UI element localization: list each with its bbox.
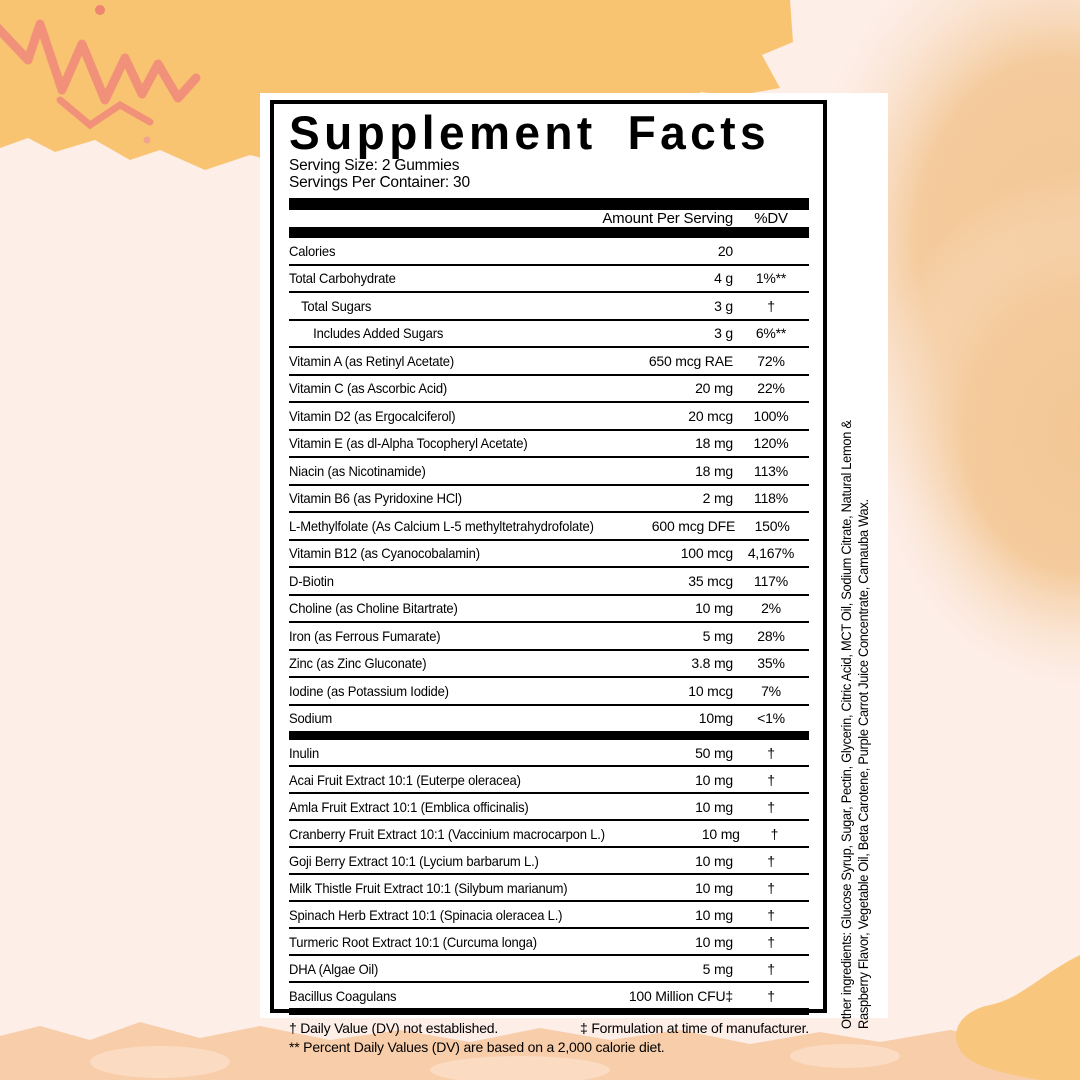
row-amount: 10 mg	[695, 600, 733, 617]
row-dv: †	[767, 933, 775, 950]
band-light-patch	[90, 1046, 230, 1078]
servings-per-container: Servings Per Container: 30	[289, 174, 470, 191]
row-name: L-Methylfolate (As Calcium L-5 methyltetrahydrofolate)	[289, 517, 594, 534]
row-name: D-Biotin	[289, 572, 334, 589]
row-name: Includes Added Sugars	[313, 325, 444, 342]
row-amount: 18 mg	[695, 435, 733, 452]
row-name: Iodine (as Potassium Iodide)	[289, 682, 449, 699]
row-name: DHA (Algae Oil)	[289, 960, 379, 977]
amount-per-serving-header: Amount Per Serving	[602, 210, 733, 227]
table-row	[289, 266, 809, 294]
row-name: Vitamin E (as dl-Alpha Tocopheryl Acetate)	[289, 435, 528, 452]
column-header-row	[289, 210, 809, 227]
table-row	[289, 431, 809, 459]
row-name: Vitamin D2 (as Ergocalciferol)	[289, 407, 456, 424]
row-dv: †	[767, 879, 775, 896]
table-row	[289, 623, 809, 651]
row-name: Calories	[289, 242, 336, 259]
table-row	[289, 403, 809, 431]
row-dv: 1%**	[755, 270, 787, 287]
row-name: Niacin (as Nicotinamide)	[289, 462, 426, 479]
row-amount: 10 mcg	[688, 682, 733, 699]
table-row	[289, 983, 809, 1008]
row-amount: 20 mcg	[688, 407, 733, 424]
nutrient-rows	[289, 238, 809, 731]
row-name: Milk Thistle Fruit Extract 10:1 (Silybum marianum)	[289, 879, 568, 896]
coral-dot	[95, 5, 105, 15]
row-dv: 7%	[761, 682, 781, 699]
row-amount: 4 g	[714, 270, 733, 287]
row-amount: 600 mcg DFE	[651, 517, 736, 534]
gold-splotch-bottom-right	[956, 955, 1080, 1080]
row-dv: †	[767, 744, 775, 761]
row-dv: 118%	[754, 490, 788, 507]
table-row	[289, 956, 809, 983]
table-row	[289, 293, 809, 321]
row-name: Bacillus Coagulans	[289, 987, 397, 1004]
row-dv: 35%	[757, 655, 785, 672]
table-row	[289, 376, 809, 404]
table-row	[289, 821, 809, 848]
row-name: Vitamin B6 (as Pyridoxine HCl)	[289, 490, 462, 507]
row-dv: †	[767, 906, 775, 923]
row-dv: †	[767, 297, 775, 314]
row-dv: †	[767, 987, 775, 1004]
table-row	[289, 651, 809, 679]
row-amount: 100 mcg	[680, 545, 733, 562]
supplement-facts-panel	[270, 100, 827, 1055]
row-name: Acai Fruit Extract 10:1 (Euterpe oleracea)	[289, 771, 521, 788]
row-amount: 3 g	[714, 325, 733, 342]
row-dv: 150%	[754, 517, 790, 534]
botanical-rows	[289, 740, 809, 1008]
row-dv: 22%	[757, 380, 785, 397]
row-name: Turmeric Root Extract 10:1 (Curcuma longa)	[289, 933, 537, 950]
table-row	[289, 568, 809, 596]
percent-dv-header: %DV	[754, 210, 788, 227]
table-row	[289, 767, 809, 794]
table-row	[289, 706, 809, 732]
table-row	[289, 541, 809, 569]
table-row	[289, 513, 809, 541]
row-dv: †	[767, 852, 775, 869]
row-name: Goji Berry Extract 10:1 (Lycium barbarum L.)	[289, 852, 539, 869]
row-dv: †	[767, 771, 775, 788]
coral-dot-2	[144, 137, 151, 144]
table-row	[289, 875, 809, 902]
row-name: Sodium	[289, 710, 333, 727]
row-name: Vitamin A (as Retinyl Acetate)	[289, 352, 454, 369]
row-dv: 120%	[753, 435, 789, 452]
row-amount: 10 mg	[695, 798, 733, 815]
row-amount: 10 mg	[695, 879, 733, 896]
row-amount: 650 mcg RAE	[648, 352, 733, 369]
row-dv: 6%**	[755, 325, 787, 342]
row-name: Iron (as Ferrous Fumarate)	[289, 627, 441, 644]
row-name: Cranberry Fruit Extract 10:1 (Vaccinium macrocarpon L.)	[289, 825, 605, 842]
row-name: Amla Fruit Extract 10:1 (Emblica officinalis)	[289, 798, 529, 815]
row-name: Total Sugars	[301, 297, 372, 314]
row-amount: 10 mg	[695, 906, 733, 923]
row-amount: 50 mg	[695, 744, 733, 761]
row-dv: †	[770, 825, 779, 842]
table-row	[289, 902, 809, 929]
table-row	[289, 740, 809, 767]
other-ingredients-vertical-text	[839, 347, 883, 1029]
table-row	[289, 348, 809, 376]
serving-size: Serving Size: 2 Gummies	[289, 157, 460, 174]
row-dv: †	[767, 798, 775, 815]
footnote-percent-dv: ** Percent Daily Values (DV) are based on a 2,000 calorie diet.	[289, 1039, 665, 1055]
divider-bar-mid	[289, 731, 809, 740]
row-amount: 10mg	[698, 710, 733, 727]
table-row	[289, 596, 809, 624]
row-name: Choline (as Choline Bitartrate)	[289, 600, 458, 617]
footnote-dv-not-established: † Daily Value (DV) not established.	[289, 1020, 499, 1036]
row-amount: 35 mcg	[688, 572, 733, 589]
row-dv: †	[767, 960, 775, 977]
row-amount: 3.8 mg	[691, 655, 733, 672]
row-name: Inulin	[289, 744, 320, 761]
row-amount: 5 mg	[702, 627, 733, 644]
table-row	[289, 458, 809, 486]
footnote-row-1	[289, 1019, 809, 1038]
row-dv: 4,167%	[747, 545, 795, 562]
row-amount: 5 mg	[702, 960, 733, 977]
row-amount: 10 mg	[695, 933, 733, 950]
footnote-formulation: ‡ Formulation at time of manufacturer.	[580, 1020, 809, 1036]
table-row	[289, 486, 809, 514]
row-dv: 28%	[757, 627, 785, 644]
row-name: Zinc (as Zinc Gluconate)	[289, 655, 427, 672]
table-row	[289, 848, 809, 875]
row-dv: 113%	[754, 462, 788, 479]
row-amount: 3 g	[714, 297, 733, 314]
divider-bar-thick	[289, 198, 809, 210]
row-amount: 10 mg	[701, 825, 740, 842]
row-dv: <1%	[757, 710, 785, 727]
row-dv: 100%	[753, 407, 789, 424]
row-name: Total Carbohydrate	[289, 270, 396, 287]
divider-bar-bottom	[289, 1008, 809, 1015]
table-row	[289, 794, 809, 821]
table-row	[289, 321, 809, 349]
row-amount: 20	[717, 242, 733, 259]
table-row	[289, 929, 809, 956]
row-amount: 10 mg	[695, 852, 733, 869]
page-title: Supplement Facts	[289, 106, 770, 159]
table-row	[289, 678, 809, 706]
footnotes	[289, 1019, 809, 1056]
row-name: Vitamin B12 (as Cyanocobalamin)	[289, 545, 480, 562]
row-amount: 20 mg	[695, 380, 733, 397]
other-ingredients-line-2: Raspberry Flavor, Vegetable Oil, Beta Carotene, Purple Carrot Juice Concentrate, Camauba Wax.	[855, 499, 871, 1029]
divider-bar-thick	[289, 227, 809, 238]
table-row	[289, 238, 809, 266]
row-amount: 2 mg	[702, 490, 733, 507]
row-name: Spinach Herb Extract 10:1 (Spinacia oleracea L.)	[289, 906, 563, 923]
row-dv: 72%	[757, 352, 785, 369]
other-ingredients-line-1: Other ingredients: Glucose Syrup, Sugar, Pectin, Glycerin, Citric Acid, MCT Oil, Sodium Citrate, Natural Lemon &	[839, 420, 854, 1029]
row-amount: 18 mg	[695, 462, 733, 479]
row-dv: 2%	[761, 600, 781, 617]
row-name: Vitamin C (as Ascorbic Acid)	[289, 380, 448, 397]
row-amount: 100 Million CFU‡	[628, 987, 733, 1004]
row-amount: 10 mg	[695, 771, 733, 788]
row-dv: 117%	[754, 572, 788, 589]
